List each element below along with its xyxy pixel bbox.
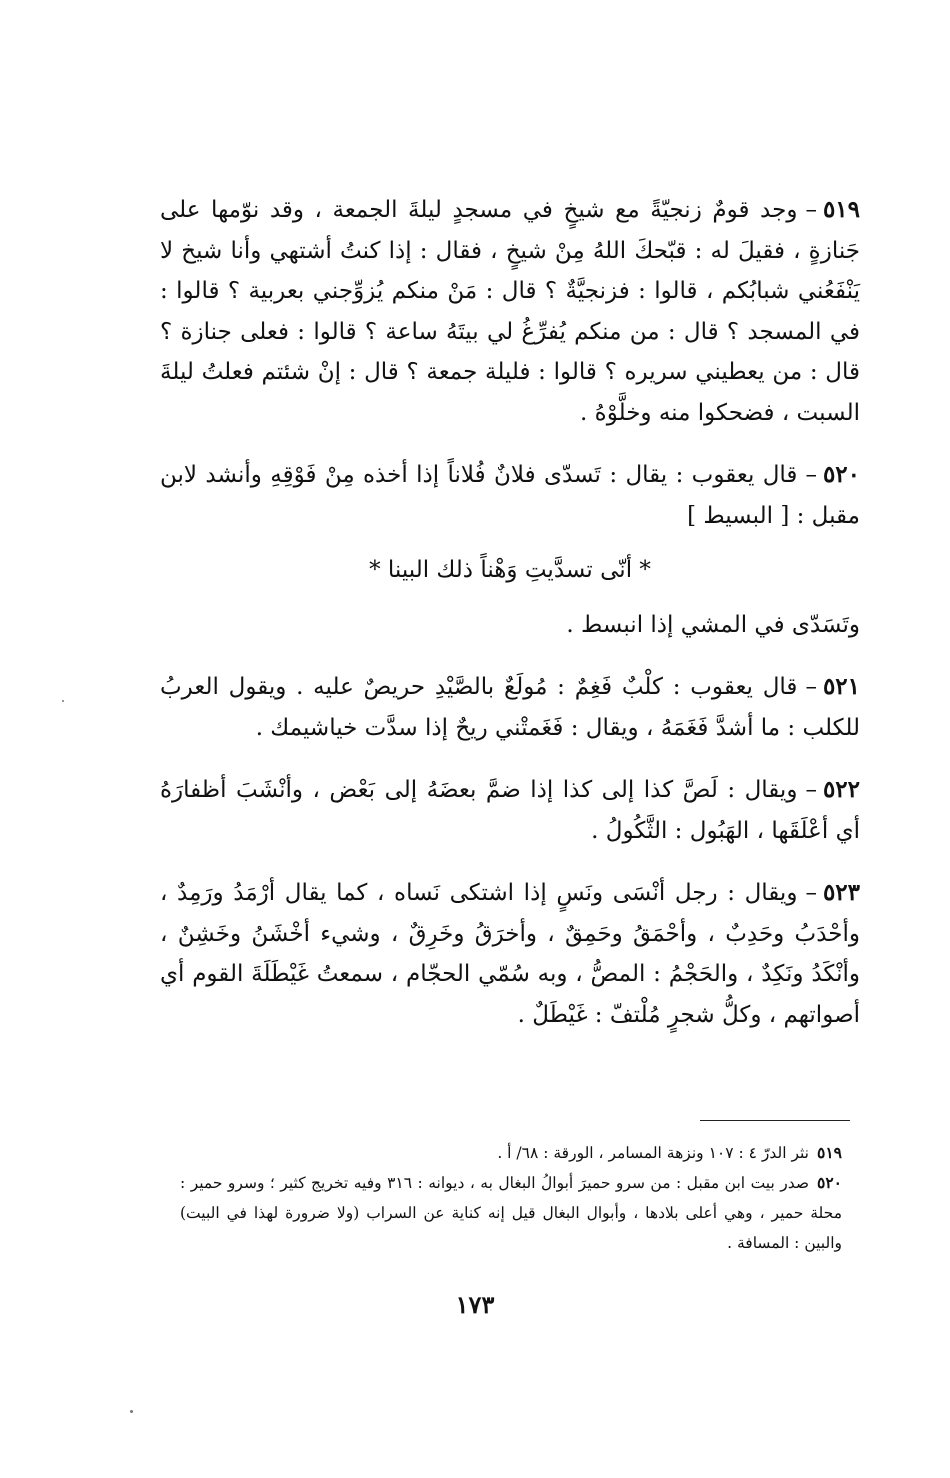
- poetry-verse: * أنّى تسدَّيتِ وَهْناً ذلك البينا *: [369, 557, 651, 583]
- entry-text: ويقال : رجل أنْسَى ونَسٍ إذا اشتكى نَساه ، كما يقال أرْمَدُ ورَمِدٌ ، وأحْدَبُ وحَدِبٌ ، وأحْمَقُ وحَمِقٌ ، وأخرَقُ وخَرِقٌ ، وشيء أخْشَنُ وخَشِنٌ ، وأنْكَدُ ونَكِدٌ ، والحَجْمُ : المصُّ ، وبه سُمّي الحجّام ، سمعتُ غَيْطَلَةَ القوم أي أصواتهم ، وكلُّ شجرٍ مُلْتفّ : غَيْطَلٌ .: [160, 880, 860, 1028]
- entry-dash: –: [805, 880, 817, 906]
- footnote-text: نثر الدرّ ٤ : ١٠٧ ونزهة المسامر ، الورقة : ٦٨/ أ .: [497, 1144, 810, 1162]
- entry-text: ويقال : لَصَّ كذا إلى كذا إذا ضمَّ بعضَهُ إلى بَعْض ، وأنْشَبَ أظفارَهُ أي أعْلَقَها ، الهَبُول : الثَّكُولُ .: [160, 777, 860, 844]
- scan-speck: [62, 700, 64, 702]
- entry-522: [160, 770, 860, 851]
- entry-520: [160, 455, 860, 536]
- entry-number: ٥٢٣: [822, 879, 860, 906]
- footnote-divider: [700, 1120, 850, 1121]
- entry-521: [160, 667, 860, 748]
- footnote-text: صدر بيت ابن مقبل : من سرو حميرَ أبوالُ البغال به ، ديوانه : ٣١٦ وفيه تخريج كثير ؛ وسرو حمير : محلة حمير ، وهي أعلى بلادها ، وأبوال البغال قيل إنه كناية عن السراب (ولا ضرورة لهذا في البيت) والبين : المسافة .: [180, 1174, 842, 1252]
- footnotes: [180, 1138, 842, 1258]
- entry-number: ٥١٩: [822, 196, 860, 223]
- entry-number: ٥٢٠: [822, 461, 860, 488]
- footnote-519: [180, 1138, 842, 1168]
- entry-dash: –: [805, 197, 817, 223]
- entry-dash: –: [805, 777, 817, 803]
- footnote-number: ٥١٩: [817, 1143, 842, 1162]
- entry-text: قال يعقوب : كلْبٌ فَغِمٌ : مُولَعٌ بالصَّيْدِ حريصٌ عليه . ويقول العربُ للكلب : ما أشدَّ فَغَمَهُ ، ويقال : فَغَمتْني ريحٌ إذا سدَّت خياشيمك .: [160, 674, 860, 741]
- entry-519: [160, 190, 860, 433]
- entry-number: ٥٢١: [822, 673, 860, 700]
- entry-dash: –: [805, 462, 817, 488]
- entry-number: ٥٢٢: [822, 776, 860, 803]
- entry-dash: –: [805, 674, 817, 700]
- entry-523: [160, 873, 860, 1035]
- footnote-520: [180, 1168, 842, 1258]
- main-text: [160, 190, 860, 1057]
- entry-continuation: وتَسَدّى في المشي إذا انبسط .: [566, 611, 860, 638]
- entry-text: وجد قومٌ زنجيّةً مع شيخٍ في مسجدٍ ليلةَ الجمعة ، وقد نوّمها على جَنازةٍ ، فقيلَ له : قبّحكَ اللهُ مِنْ شيخٍ ، فقال : إذا كنتُ أشتهي وأنا شيخ لا يَنْفَعُني شبابُكم ، قالوا : فزنجيَّةٌ ؟ قال : مَنْ منكم يُزوِّجني بعربية ؟ قالوا : في المسجد ؟ قال : من منكم يُفرِّغُ لي بيتَهُ ساعة ؟ قالوا : فعلى جنازة ؟ قال : من يعطيني سريره ؟ قالوا : فليلة جمعة ؟ قال : إنْ شئتم فعلتُ ليلةَ السبت ، فضحكوا منه وخلَّوْهُ .: [160, 197, 860, 426]
- footnote-number: ٥٢٠: [817, 1173, 843, 1192]
- entry-text: قال يعقوب : يقال : تَسدّى فلانٌ فُلاناً إذا أخذه مِنْ فَوْقِهِ وأنشد لابن مقبل : [ البسيط ]: [160, 462, 860, 529]
- scan-speck: [130, 1410, 133, 1413]
- page-number: ١٧٣: [455, 1290, 495, 1319]
